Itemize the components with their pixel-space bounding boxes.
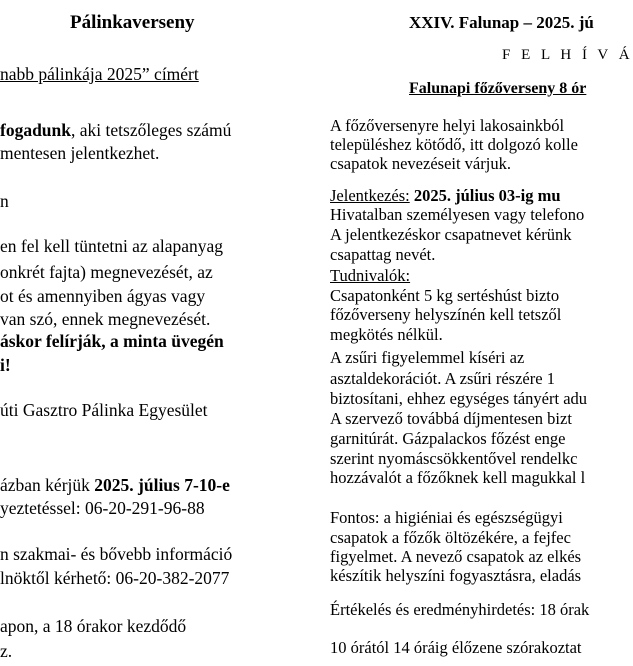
deadline-prefix: ázban kérjük — [0, 475, 95, 495]
sample-line-1: en fel kell tüntetni az alapanyag — [0, 236, 224, 256]
notes-line-9: szerint nyomáscsökkentővel rendelkc — [330, 449, 578, 468]
intro-r-line-3: csapatok nevezéseit várjuk. — [330, 154, 511, 173]
registration-label: Jelentkezés: — [330, 186, 410, 205]
closing-line-2: z. — [0, 641, 13, 661]
sample-line-5: áskor felírják, a minta üvegén — [0, 331, 224, 351]
association-name: úti Gasztro Pálinka Egyesület — [0, 400, 208, 420]
notes-line-7: A szervező továbbá díjmentesen bizt — [330, 409, 572, 428]
palinka-heading: Pálinkaverseny — [70, 12, 195, 33]
event-title: XXIV. Falunap – 2025. jú — [409, 13, 594, 32]
registration-line-1 — [330, 186, 561, 206]
intro-r-line-2: településhez kötődő, itt dolgozó kolle — [330, 135, 578, 154]
deadline-date: 2025. július 7-10-e — [94, 475, 230, 495]
fragment-n: n — [0, 191, 9, 211]
sample-line-2: onkrét fajta) megnevezését, az — [0, 262, 213, 282]
notes-line-4: A zsűri figyelemmel kíséri az — [330, 348, 525, 367]
info-phone: lnöktől kérhető: 06-20-382-2077 — [0, 568, 230, 588]
notes-line-3: megkötés nélkül. — [330, 325, 443, 344]
intro-line-1 — [0, 120, 231, 140]
notes-line-6: biztosítani, ehhez egységes tányért adu — [330, 389, 588, 408]
notes-line-2: főzőverseny helyszínén kell tetszől — [330, 305, 562, 324]
intro-bold-text: fogadunk — [0, 120, 72, 140]
hygiene-line-3: figyelmet. A nevező csapatok az elkés — [330, 547, 582, 566]
hygiene-line-4: készítik helyszíni fogyasztásra, eladás — [330, 566, 582, 585]
registration-line-3: A jelentkezéskor csapatnevet kérünk — [330, 225, 572, 244]
notes-line-10: hozzávalót a főzőknek kell magukkal l — [330, 468, 586, 487]
call-word: F E L H Í V Á — [502, 47, 633, 63]
hygiene-line-2: csapatok a főzők öltözékére, a fejfec — [330, 528, 571, 547]
hygiene-line-1: Fontos: a higiéniai és egészségügyi — [330, 508, 563, 527]
intro-text: , aki tetszőleges számú — [71, 120, 232, 140]
palinka-subtitle: nabb pálinkája 2025” címért — [0, 64, 199, 84]
intro-r-line-1: A főzőversenyre helyi lakosainkból — [330, 116, 565, 135]
sample-line-6: i! — [0, 355, 11, 375]
intro-line-2: mentesen jelentkezhet. — [0, 143, 160, 163]
music-line: 10 órától 14 óráig élőzene szórakoztat — [330, 638, 582, 657]
notes-line-1: Csapatonként 5 kg sertéshúst bizto — [330, 286, 560, 305]
deadline-line — [0, 475, 230, 495]
results-line: Értékelés és eredményhirdetés: 18 órak — [330, 600, 590, 619]
registration-date: 2025. július 03-ig mu — [413, 186, 561, 205]
notes-line-8: garnitúrát. Gázpalackos főzést enge — [330, 429, 566, 448]
registration-line-2: Hivatalban személyesen vagy telefono — [330, 205, 585, 224]
closing-line-1: apon, a 18 órakor kezdődő — [0, 616, 187, 636]
info-line-1: n szakmai- és bővebb információ — [0, 544, 233, 564]
sample-line-4: van szó, ennek megnevezését. — [0, 309, 211, 329]
sample-line-3: ot és amennyiben ágyas vagy — [0, 286, 206, 306]
notes-line-5: asztaldekorációt. A zsűri részére 1 — [330, 369, 555, 388]
registration-line-4: csapattag nevét. — [330, 245, 436, 264]
contest-title: Falunapi főzőverseny 8 ór — [409, 80, 587, 97]
notes-label: Tudnivalók: — [330, 266, 411, 285]
registration-phone: yeztetéssel: 06-20-291-96-88 — [0, 498, 205, 518]
